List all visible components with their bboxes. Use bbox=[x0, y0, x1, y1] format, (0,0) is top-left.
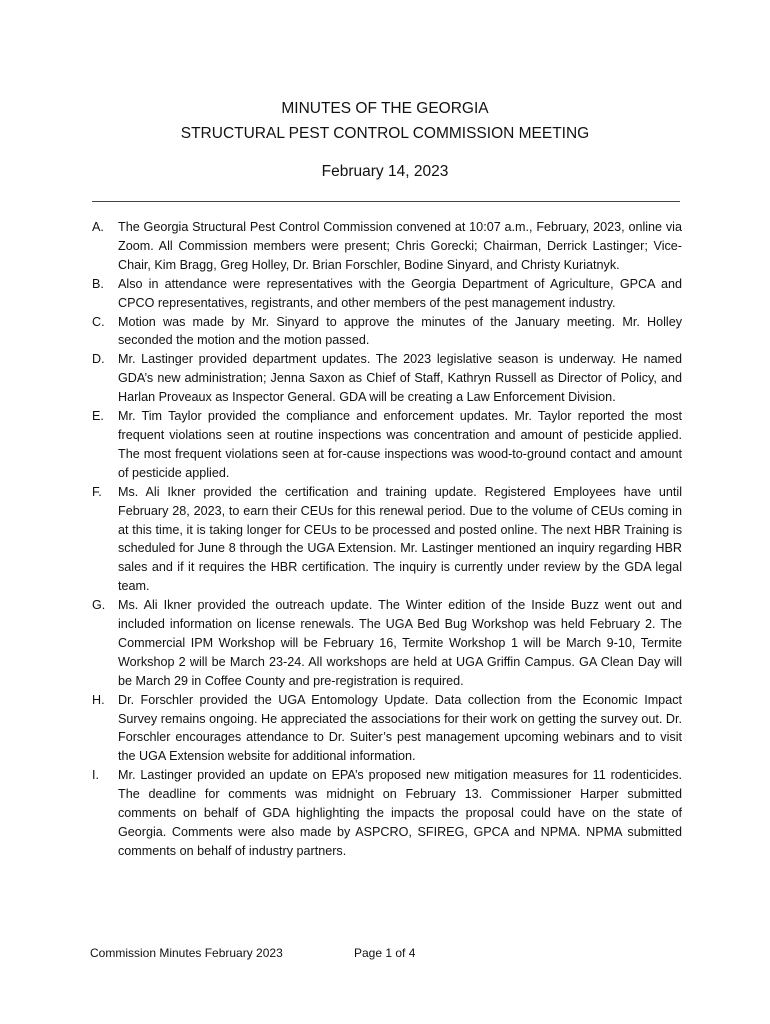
item-text: Ms. Ali Ikner provided the certification and training update. Registered Employees have until February 28, 2023, to earn their CEUs for this renewal period. Due to the volume of CEUs coming in at this time, it is taking longer for CEUs to be processed and posted online. The next HBR Training is scheduled for June 8 through the UGA Extension. Mr. Lastinger mentioned an inquiry regarding HBR sales and if it requires the HBR certification. The inquiry is currently under review by the GDA legal team. bbox=[118, 484, 682, 594]
document-header bbox=[90, 96, 680, 184]
item-text: Mr. Tim Taylor provided the compliance and enforcement updates. Mr. Taylor reported the most frequent violations seen at routine inspections was concentration and amount of pesticide applied. The most frequent violations seen at for-cause inspections was wood-to-ground contact and amount of pesticide applied. bbox=[118, 409, 682, 480]
list-item bbox=[92, 218, 682, 275]
list-item bbox=[92, 350, 682, 407]
item-text: Also in attendance were representatives with the Georgia Department of Agriculture, GPCA and CPCO representatives, registrants, and other members of the pest management industry. bbox=[118, 276, 682, 310]
list-item bbox=[92, 691, 682, 767]
item-letter: G. bbox=[92, 598, 106, 613]
item-letter: D. bbox=[92, 352, 105, 367]
item-letter: C. bbox=[92, 314, 105, 329]
item-letter: F. bbox=[92, 484, 102, 499]
item-text: Mr. Lastinger provided an update on EPA’s proposed new mitigation measures for 11 rodenticides. The deadline for comments was midnight on February 13. Commissioner Harper submitted comments on behalf of GDA highlighting the impacts the proposal could have on the state of Georgia. Comments were also made by ASPCRO, SFIREG, GPCA and NPMA. NPMA submitted comments on behalf of industry partners. bbox=[118, 768, 682, 858]
list-item bbox=[92, 275, 682, 313]
item-letter: B. bbox=[92, 276, 104, 291]
list-item bbox=[92, 766, 682, 861]
meeting-date: February 14, 2023 bbox=[321, 163, 449, 180]
title-line-2: STRUCTURAL PEST CONTROL COMMISSION MEETING bbox=[180, 125, 590, 142]
list-item bbox=[92, 483, 682, 596]
item-text: Mr. Lastinger provided department updates. The 2023 legislative season is underway. He named GDA’s new administration; Jenna Saxon as Chief of Staff, Kathryn Russell as Director of Policy, and Harlan Proveaux as Inspector General. GDA will be creating a Law Enforcement Division. bbox=[118, 352, 682, 405]
item-text: The Georgia Structural Pest Control Commission convened at 10:07 a.m., February, 2023, online via Zoom. All Commission members were present; Chris Gorecki; Chairman, Derrick Lastinger; Vice-Chair, Kim Bragg, Greg Holley, Dr. Brian Forschler, Bodine Sinyard, and Christy Kuriatnyk. bbox=[118, 220, 682, 272]
list-item bbox=[92, 407, 682, 483]
footer-page-number: Page 1 of 4 bbox=[354, 946, 416, 960]
item-letter: A. bbox=[92, 220, 104, 234]
minutes-list bbox=[92, 218, 682, 861]
item-text: Ms. Ali Ikner provided the outreach update. The Winter edition of the Inside Buzz went out and included information on license renewals. The UGA Bed Bug Workshop was held February 2. The Commercial IPM Workshop will be February 16, Termite Workshop 1 will be March 9-10, Termite Workshop 2 will be March 23-24. All workshops are held at UGA Griffin Campus. GA Clean Day will be March 29 in Coffee County and pre-registration is required. bbox=[118, 598, 682, 688]
item-letter: E. bbox=[92, 409, 104, 424]
item-letter: I. bbox=[92, 768, 99, 783]
list-item bbox=[92, 596, 682, 691]
title-line-1: MINUTES OF THE GEORGIA bbox=[281, 100, 489, 117]
footer-document-label: Commission Minutes February 2023 bbox=[90, 946, 283, 960]
list-item bbox=[92, 313, 682, 351]
item-text: Dr. Forschler provided the UGA Entomology Update. Data collection from the Economic Impact Survey remains ongoing. He appreciated the associations for their work on getting the survey out. Dr. Forschler encourages attendance to Dr. Suiter’s pest management upcoming webinars and to visit the UGA Extension website for additional information. bbox=[118, 692, 682, 764]
item-letter: H. bbox=[92, 692, 105, 707]
header-divider bbox=[92, 201, 680, 202]
item-text: Motion was made by Mr. Sinyard to approve the minutes of the January meeting. Mr. Holley seconded the motion and the motion passed. bbox=[118, 314, 682, 348]
